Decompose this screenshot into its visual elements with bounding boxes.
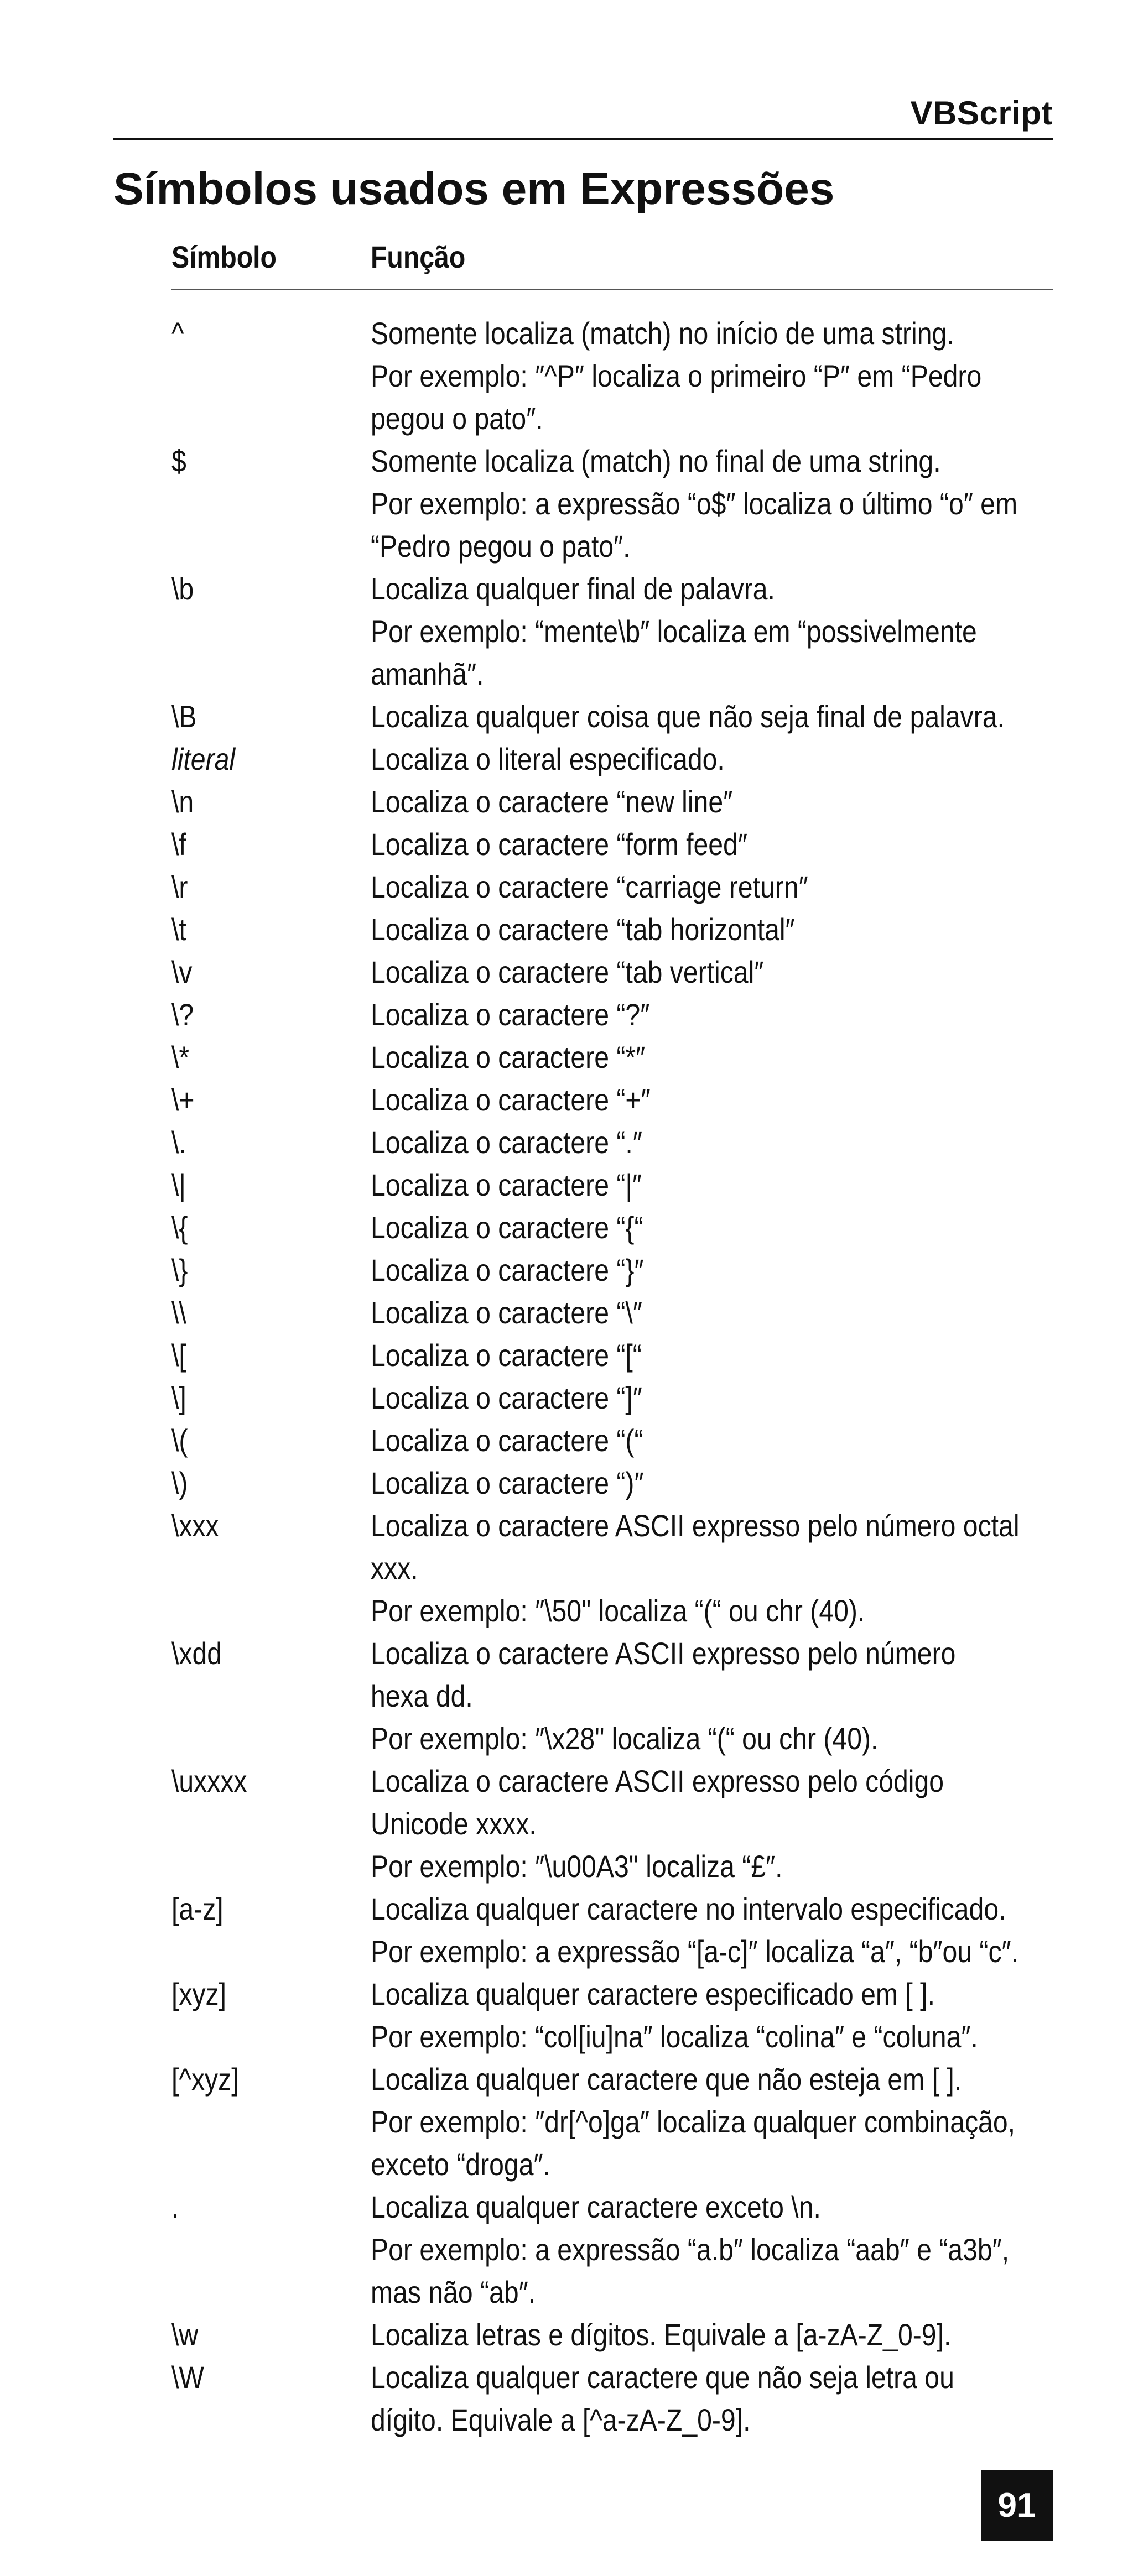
- table-row: [171, 780, 1053, 823]
- symbol-cell: \[: [171, 1338, 186, 1373]
- function-cell: [371, 2186, 1113, 2313]
- function-text-line: Localiza o caractere “*″: [371, 1040, 646, 1075]
- function-text-line: Localiza qualquer coisa que não seja final de palavra.: [371, 699, 1005, 734]
- table-row: [171, 1121, 1053, 1164]
- table-row: [171, 823, 1053, 865]
- symbol-cell: \t: [171, 912, 186, 947]
- function-cell: [371, 908, 1053, 951]
- symbol-cell: \v: [171, 955, 193, 989]
- table-row: [171, 1462, 1053, 1504]
- function-cell: [371, 1760, 1053, 1887]
- function-text-line: Localiza qualquer caractere especificado em [ ].: [371, 1977, 935, 2011]
- function-text-line: hexa dd.: [371, 1678, 473, 1713]
- symbol-cell: [a-z]: [171, 1891, 224, 1926]
- function-text-line: Localiza o caractere “\″: [371, 1295, 642, 1330]
- symbol-cell: \{: [171, 1210, 188, 1245]
- function-cell: [371, 993, 1053, 1036]
- function-cell: [371, 1078, 1053, 1121]
- function-cell: [371, 1504, 1125, 1632]
- table-row: [171, 1376, 1053, 1419]
- function-text-line: Localiza o caractere “[“: [371, 1338, 642, 1373]
- symbol-cell: \}: [171, 1253, 188, 1287]
- table-row: [171, 312, 1053, 440]
- function-text-line: Localiza o caractere “+″: [371, 1082, 651, 1117]
- function-cell: [371, 823, 1053, 865]
- function-text-line: Localiza qualquer caractere no intervalo especificado.: [371, 1891, 1006, 1926]
- function-text-line: pegou o pato″.: [371, 401, 543, 436]
- symbol-cell: [xyz]: [171, 1977, 227, 2011]
- symbol-cell: \xxx: [171, 1508, 219, 1543]
- table-row: [171, 440, 1053, 567]
- function-cell: [371, 2356, 1053, 2441]
- function-text-line: Por exemplo: ″\u00A3" localiza “£″.: [371, 1849, 783, 1884]
- function-text-line: Localiza qualquer final de palavra.: [371, 571, 775, 606]
- symbol-cell: \*: [171, 1040, 190, 1075]
- function-cell: [371, 2058, 1120, 2186]
- symbol-cell: \|: [171, 1167, 186, 1202]
- column-header-symbol: Símbolo: [171, 239, 277, 274]
- function-text-line: Por exemplo: “col[iu]na″ localiza “colina″ e “coluna″.: [371, 2019, 978, 2054]
- function-cell: [371, 567, 1075, 695]
- table-row: [171, 1760, 1053, 1887]
- function-cell: [371, 1036, 1053, 1078]
- function-cell: [371, 865, 1053, 908]
- function-text-line: Localiza qualquer caractere exceto \n.: [371, 2189, 821, 2224]
- function-text-line: Unicode xxxx.: [371, 1806, 537, 1841]
- function-cell: [371, 780, 1053, 823]
- symbol-cell: ^: [171, 316, 184, 351]
- table-row: [171, 2313, 1053, 2356]
- function-cell: [371, 440, 1122, 567]
- function-cell: [371, 1462, 1053, 1504]
- function-text-line: Localiza o caractere “)″: [371, 1466, 644, 1500]
- symbol-cell: \W: [171, 2360, 204, 2395]
- function-text-line: Localiza o caractere “tab horizontal″: [371, 912, 795, 947]
- symbol-cell: literal: [171, 742, 236, 776]
- function-text-line: Por exemplo: ″\50" localiza “(“ ou chr (40).: [371, 1593, 865, 1628]
- function-text-line: Localiza o caractere “|″: [371, 1167, 642, 1202]
- function-cell: [371, 1291, 1053, 1334]
- table-row: [171, 993, 1053, 1036]
- function-text-line: Localiza o caractere “?″: [371, 997, 650, 1032]
- function-text-line: Por exemplo: ″\x28" localiza “(“ ou chr (40).: [371, 1721, 879, 1756]
- table-row: [171, 1206, 1053, 1249]
- symbol-cell: \uxxxx: [171, 1764, 247, 1798]
- function-text-line: “Pedro pegou o pato″.: [371, 529, 631, 564]
- table-row: [171, 1036, 1053, 1078]
- function-text-line: Localiza qualquer caractere que não esteja em [ ].: [371, 2062, 962, 2097]
- symbol-cell: \+: [171, 1082, 195, 1117]
- table-row: [171, 908, 1053, 951]
- function-text-line: Por exemplo: a expressão “a.b″ localiza “aab″ e “a3b″,: [371, 2232, 1010, 2267]
- function-text-line: Localiza o caractere ASCII expresso pelo número: [371, 1636, 956, 1671]
- function-cell: [371, 1632, 1053, 1760]
- function-text-line: Localiza o caractere “}″: [371, 1253, 644, 1287]
- function-text-line: Localiza o literal especificado.: [371, 742, 725, 776]
- symbol-cell: \n: [171, 784, 194, 819]
- function-cell: [371, 1376, 1053, 1419]
- function-text-line: mas não “ab″.: [371, 2275, 536, 2309]
- function-text-line: Localiza o caractere ASCII expresso pelo código: [371, 1764, 944, 1798]
- symbol-cell: \B: [171, 699, 197, 734]
- table-row: [171, 1973, 1053, 2058]
- header-divider: [113, 138, 1053, 140]
- table-row: [171, 1078, 1053, 1121]
- table-row: [171, 1504, 1053, 1632]
- function-text-line: Localiza o caractere “form feed″: [371, 827, 747, 862]
- function-cell: [371, 1121, 1053, 1164]
- function-text-line: Localiza qualquer caractere que não seja letra ou: [371, 2360, 954, 2395]
- function-cell: [371, 2313, 1053, 2356]
- table-row: [171, 1632, 1053, 1760]
- function-text-line: Localiza o caractere ASCII expresso pelo número octal: [371, 1508, 1020, 1543]
- function-text-line: Localiza o caractere “]″: [371, 1380, 642, 1415]
- function-cell: [371, 312, 1081, 440]
- table-row: [171, 1419, 1053, 1462]
- function-text-line: xxx.: [371, 1551, 418, 1586]
- symbol-cell: \xdd: [171, 1636, 222, 1671]
- function-text-line: Somente localiza (match) no início de uma string.: [371, 316, 954, 351]
- table-row: [171, 2186, 1053, 2313]
- function-text-line: Localiza o caractere “{“: [371, 1210, 643, 1245]
- symbol-cell: \b: [171, 571, 194, 606]
- running-header-title: VBScript: [910, 95, 1053, 132]
- function-cell: [371, 1973, 1077, 2058]
- function-text-line: Localiza o caractere “.″: [371, 1125, 642, 1160]
- symbol-cell: \?: [171, 997, 194, 1032]
- table-row: [171, 695, 1053, 738]
- function-text-line: Somente localiza (match) no final de uma string.: [371, 444, 941, 478]
- table-row: [171, 1887, 1053, 1973]
- function-text-line: Localiza o caractere “(“: [371, 1423, 643, 1458]
- table-row: [171, 1249, 1053, 1291]
- symbols-table: [171, 239, 1053, 2441]
- function-text-line: Por exemplo: “mente\b″ localiza em “possivelmente: [371, 614, 977, 649]
- page-number: 91: [981, 2470, 1053, 2541]
- function-cell: [371, 738, 1053, 780]
- function-text-line: Por exemplo: ″^P″ localiza o primeiro “P″ em “Pedro: [371, 358, 982, 393]
- function-cell: [371, 1887, 1124, 1973]
- function-text-line: Localiza letras e dígitos. Equivale a [a-zA-Z_0-9].: [371, 2317, 952, 2352]
- table-row: [171, 2058, 1053, 2186]
- function-text-line: Localiza o caractere “tab vertical″: [371, 955, 764, 989]
- function-text-line: Por exemplo: a expressão “[a-c]″ localiza “a″, “b″ou “c″.: [371, 1934, 1018, 1969]
- function-cell: [371, 1206, 1053, 1249]
- table-row: [171, 865, 1053, 908]
- function-cell: [371, 695, 1108, 738]
- function-text-line: amanhã″.: [371, 656, 484, 691]
- function-cell: [371, 1249, 1053, 1291]
- symbol-cell: \\: [171, 1295, 186, 1330]
- symbol-cell: \): [171, 1466, 188, 1500]
- table-row: [171, 951, 1053, 993]
- table-row: [171, 738, 1053, 780]
- table-row: [171, 1164, 1053, 1206]
- symbol-cell: \.: [171, 1125, 186, 1160]
- symbol-cell: \]: [171, 1380, 186, 1415]
- column-header-function: Função: [371, 239, 466, 274]
- function-text-line: Por exemplo: a expressão “o$″ localiza o último “o″ em: [371, 486, 1018, 521]
- table-row: [171, 1291, 1053, 1334]
- table-row: [171, 2356, 1053, 2441]
- table-row: [171, 1334, 1053, 1376]
- function-cell: [371, 951, 1053, 993]
- function-cell: [371, 1419, 1053, 1462]
- symbol-cell: $: [171, 444, 186, 478]
- function-text-line: Localiza o caractere “new line″: [371, 784, 733, 819]
- function-text-line: exceto “droga″.: [371, 2147, 550, 2182]
- table-row: [171, 567, 1053, 695]
- symbol-cell: [^xyz]: [171, 2062, 239, 2097]
- function-text-line: Localiza o caractere “carriage return″: [371, 869, 808, 904]
- symbol-cell: \f: [171, 827, 186, 862]
- table-body: [171, 312, 1053, 2441]
- section-title: Símbolos usados em Expressões: [113, 164, 835, 214]
- symbol-cell: \w: [171, 2317, 199, 2352]
- function-text-line: dígito. Equivale a [^a-zA-Z_0-9].: [371, 2402, 751, 2437]
- symbol-cell: \(: [171, 1423, 188, 1458]
- symbol-cell: .: [171, 2189, 179, 2224]
- function-cell: [371, 1164, 1053, 1206]
- table-header: [171, 239, 1053, 290]
- function-cell: [371, 1334, 1053, 1376]
- function-text-line: Por exemplo: ″dr[^o]ga″ localiza qualquer combinação,: [371, 2104, 1016, 2139]
- symbol-cell: \r: [171, 869, 188, 904]
